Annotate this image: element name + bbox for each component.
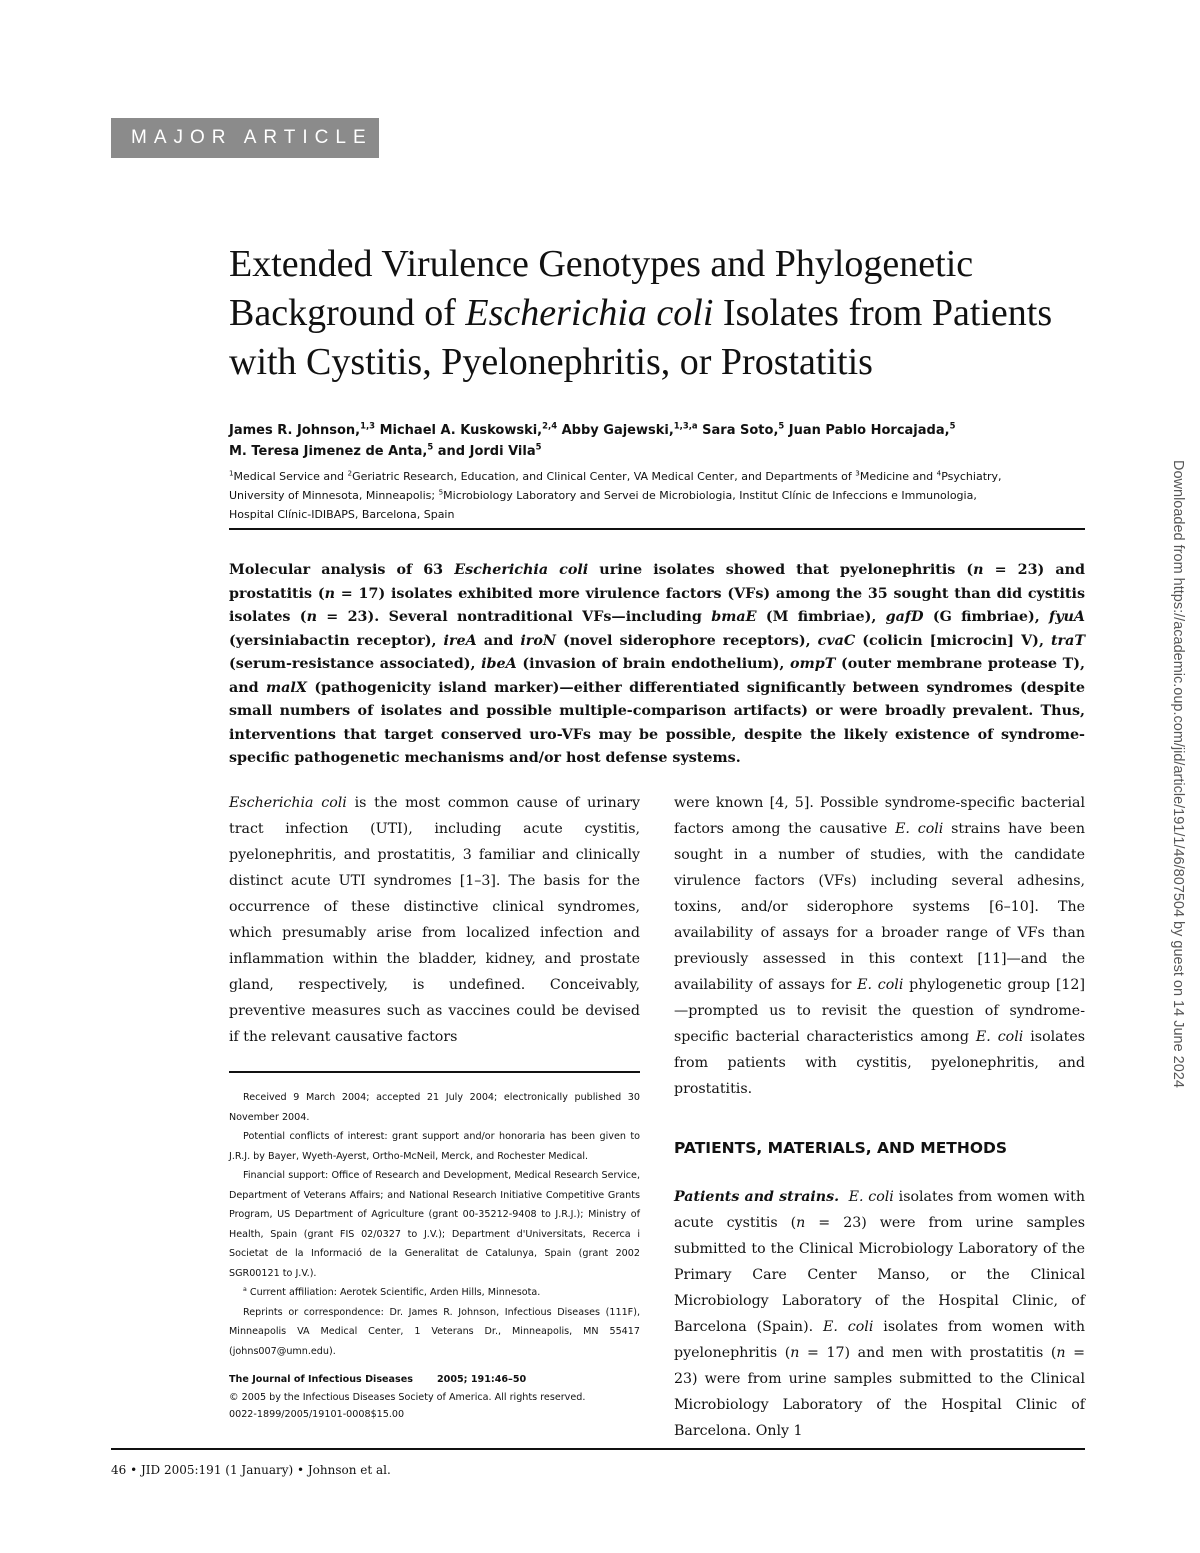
body-text: phylogenetic group [12]—prompted us to revisit the question of syndrome-specific bacterial characteristics among [674, 977, 1085, 1045]
footnote-conflicts: Potential conflicts of interest: grant support and/or honoraria has been given to J.R.J. by Bayer, Wyeth-Ayerst, Ortho-McNeil, Merck, and Rochester Medical. [229, 1131, 640, 1162]
abstract-text: (yersiniabactin receptor), [229, 632, 444, 649]
abstract-species: Escherichia coli [454, 562, 589, 578]
body-species: E. coli [857, 977, 904, 993]
abstract-n: n [324, 585, 336, 602]
affil-line-1 [229, 467, 1089, 486]
body-text: isolates from patients with cystitis, pyelonephritis, and prostatitis. [674, 1029, 1085, 1097]
author-affil: 2,4 [542, 420, 558, 431]
author-name: Abby Gajewski, [557, 423, 674, 438]
intro-continued [674, 790, 1085, 1102]
affil-mark: 4 [936, 468, 942, 478]
copyright-line: © 2005 by the Infectious Diseases Society of America. All rights reserved. [229, 1391, 586, 1403]
title-line-2 [229, 289, 1099, 338]
abstract-text: (colicin [microcin] V), [855, 632, 1051, 649]
abstract-text: = 23) and prostatitis ( [229, 562, 1085, 602]
author-list [229, 420, 1089, 462]
footnotes [229, 1088, 640, 1424]
abstract-text: (M fimbriae), [756, 609, 886, 625]
body-species: E. coli [823, 1319, 874, 1335]
abstract-text: = 17) isolates exhibited more virulence factors (VFs) among the 35 sought than did cystitis isolates ( [229, 585, 1086, 625]
affil-text: Medical Service and [233, 470, 348, 483]
footnote-received: Received 9 March 2004; accepted 21 July 2004; electronically published 30 November 2004. [229, 1092, 640, 1123]
footnote-correspondence: Reprints or correspondence: Dr. James R. Johnson, Infectious Diseases (111F), Minneapolis VA Medical Center, 1 Veterans Dr., Minneapolis, MN 55417 (johns007@umn.edu). [229, 1306, 640, 1357]
abstract-gene: bmaE [711, 609, 757, 625]
title-line-1: Extended Virulence Genotypes and Phylogenetic [229, 243, 974, 285]
issn-line: 0022-1899/2005/19101-0008$15.00 [229, 1409, 405, 1420]
body-species: E. coli [895, 821, 944, 837]
body-left-column [229, 790, 640, 1050]
abstract-text: (novel siderophore receptors), [555, 632, 818, 649]
journal-line [229, 1371, 640, 1389]
body-species: E. coli [848, 1189, 894, 1205]
author-name: and Jordi Vila [433, 444, 536, 459]
footnote-funding: Financial support: Office of Research and Development, Medical Research Service, Department of Veterans Affairs; and National Research Initiative Competitive Grants Program, US Department of Agriculture (grant 00-35212-9408 to J.R.J.); Ministry of Health, Spain (grant FIS 02/0327 to J.V.); Department d'Universitats, Recerca i Societat de la Informació de la Generalitat de Catalunya, Spain (grant 2002 SGR00121 to J.V.). [229, 1170, 640, 1279]
author-affil: 5 [949, 420, 956, 431]
body-n: n [1056, 1345, 1066, 1361]
abstract-text: (invasion of brain endothelium), [516, 656, 791, 672]
abstract-n: n [306, 609, 317, 625]
abstract-text: Molecular analysis of 63 [229, 562, 455, 578]
body-text: strains have been sought in a number of studies, with the candidate virulence factors (VFs) including several adhesins, toxins, and/or siderophore systems [6–10]. The availability of assays for a broader range of VFs than previously assessed in this context [11]—and the availability of assays for [674, 821, 1085, 993]
author-line-1 [229, 420, 1089, 441]
abstract-text: (pathogenicity island marker)—either differentiated significantly between syndromes (despite small numbers of isolates and possible multiple-comparison artifacts) or were broadly prevalent. Thus, interventions that target conserved uro-VFs may be possible, despite the likely existence of syndrome-specific pathogenetic mechanisms and/or host defense systems. [229, 679, 1085, 766]
section-heading-methods: PATIENTS, MATERIALS, AND METHODS [674, 1139, 1008, 1157]
abstract-gene: fyuA [1049, 609, 1085, 625]
footnote-text: Current affiliation: Aerotek Scientific, Arden Hills, Minnesota. [246, 1287, 541, 1298]
author-affil: 5 [535, 441, 542, 452]
affil-text: Psychiatry, [941, 470, 1002, 483]
affil-mark: 5 [438, 487, 444, 497]
affil-mark: 3 [855, 468, 860, 478]
journal-citation: 2005; 191:46–50 [436, 1374, 527, 1385]
body-text: isolates from women with acute cystitis ( [674, 1189, 1085, 1231]
section-label: MAJOR ARTICLE [111, 118, 379, 158]
body-text: = 23) were from urine samples submitted to the Clinical Microbiology Laboratory of the Primary Care Center Manso, or the Clinical Microbiology Laboratory of the Hospital Clinic, of Barcelona (Spain). [674, 1215, 1085, 1335]
abstract-text: = 23). Several nontraditional VFs—including [316, 609, 712, 625]
abstract-text: (serum-resistance associated), [229, 656, 482, 672]
abstract-gene: traT [1050, 632, 1085, 649]
body-text: = 23) were from urine samples submitted to the Clinical Microbiology Laboratory of the Hospital Clinic of Barcelona. Only 1 [674, 1345, 1085, 1439]
abstract-gene: cvaC [817, 632, 856, 649]
author-name: Michael A. Kuskowski, [375, 423, 543, 438]
footer-divider [111, 1448, 1085, 1450]
body-species: Escherichia coli [229, 795, 347, 811]
abstract-gene: iroN [520, 632, 556, 649]
title-text: Background of [229, 292, 466, 334]
abstract-text: (G fimbriae), [923, 609, 1050, 625]
title-text: Isolates from Patients [713, 292, 1053, 334]
journal-info [229, 1371, 640, 1424]
footnote-mark: a [243, 1285, 247, 1293]
header-divider [229, 528, 1085, 530]
article-title [229, 240, 1099, 387]
body-text: were known [4, 5]. Possible syndrome-specific bacterial factors among the causative [674, 795, 1085, 837]
watermark-text[interactable]: Downloaded from https://academic.oup.com/jid/article/191/1/46/807504 by guest on 14 June 2024 [1170, 460, 1186, 1088]
author-affil: 1,3,a [673, 420, 698, 431]
author-affil: 1,3 [360, 420, 376, 431]
download-watermark [1168, 460, 1188, 1160]
affiliations [229, 467, 1089, 524]
body-right-column [674, 790, 1085, 1444]
abstract [229, 559, 1085, 771]
abstract-n: n [973, 562, 984, 578]
affil-line-3: Hospital Clínic-IDIBAPS, Barcelona, Spain [229, 508, 455, 521]
journal-name: The Journal of Infectious Diseases [229, 1374, 413, 1385]
abstract-gene: ibeA [481, 656, 517, 672]
methods-paragraph [674, 1184, 1085, 1444]
title-species: Escherichia coli [465, 292, 714, 334]
footnote-divider [229, 1071, 640, 1073]
page-footer: 46 • JID 2005:191 (1 January) • Johnson et al. [111, 1463, 391, 1477]
body-text: = 17) and men with prostatitis ( [799, 1345, 1057, 1361]
author-name: Sara Soto, [697, 423, 779, 438]
body-n: n [790, 1345, 800, 1361]
intro-paragraph [229, 790, 640, 1050]
affil-line-2 [229, 486, 1089, 505]
abstract-text: (outer membrane protease T), and [229, 656, 1086, 696]
author-affil: 5 [778, 420, 785, 431]
footnote-affiliation [229, 1283, 640, 1303]
author-line-2 [229, 441, 1089, 462]
abstract-gene: malX [266, 679, 307, 696]
author-name: Juan Pablo Horcajada, [784, 423, 950, 438]
subsection-heading: Patients and strains. [674, 1189, 840, 1205]
abstract-gene: ompT [790, 656, 836, 672]
body-text: is the most common cause of urinary tract infection (UTI), including acute cystitis, pyelonephritis, and prostatitis, 3 familiar and clinically distinct acute UTI syndromes [1–3]. The basis for the occurrence of these distinctive clinical syndromes, which presumably arise from localized infection and inflammation within the bladder, kidney, and prostate gland, respectively, is undefined. Conceivably, preventive measures such as vaccines could be devised if the relevant causative factors [229, 795, 640, 1045]
author-name: M. Teresa Jimenez de Anta, [229, 444, 428, 459]
body-n: n [796, 1215, 806, 1231]
affil-text: Medicine and [859, 470, 937, 483]
author-name: James R. Johnson, [229, 423, 361, 438]
abstract-gene: ireA [443, 632, 477, 649]
abstract-text: urine isolates showed that pyelonephritis ( [588, 562, 974, 578]
affil-text: University of Minnesota, Minneapolis; [229, 489, 439, 502]
abstract-text: and [476, 632, 521, 649]
affil-text: Geriatric Research, Education, and Clinical Center, VA Medical Center, and Departments of [352, 470, 856, 483]
author-affil: 5 [427, 441, 434, 452]
affil-mark: 1 [229, 468, 234, 478]
body-species: E. coli [975, 1029, 1024, 1045]
affil-mark: 2 [347, 468, 353, 478]
affil-text: Microbiology Laboratory and Servei de Microbiologia, Institut Clínic de Infeccions e Immunologia, [443, 489, 977, 502]
abstract-gene: gafD [885, 609, 924, 625]
body-text: isolates from women with pyelonephritis ( [674, 1319, 1085, 1361]
title-line-3: with Cystitis, Pyelonephritis, or Prostatitis [229, 341, 873, 383]
